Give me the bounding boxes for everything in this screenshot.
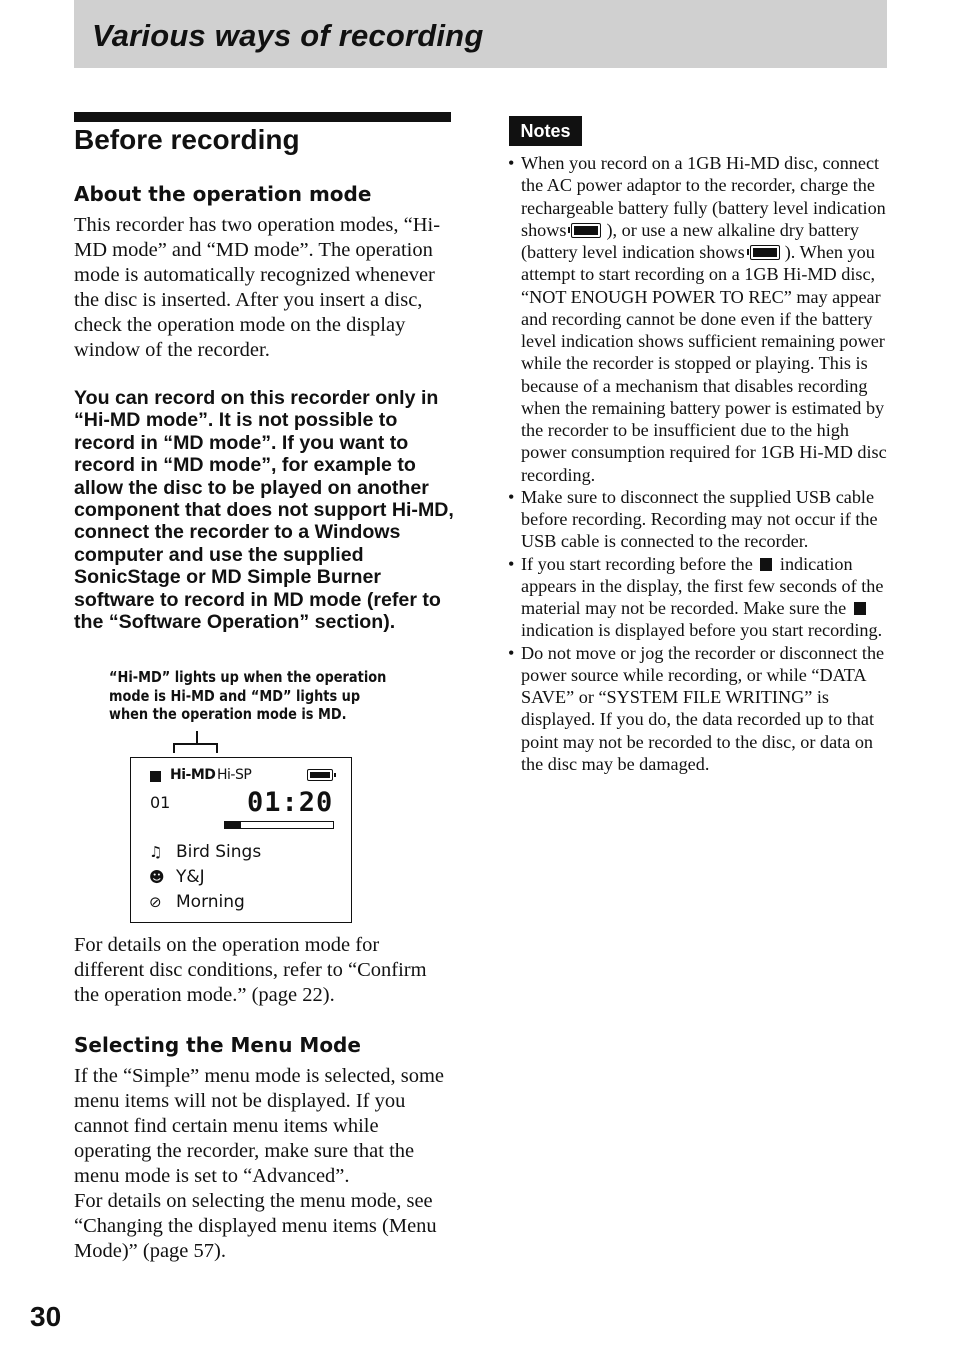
- rec-mode-indicator: Hi-SP: [217, 767, 252, 783]
- about-intro: This recorder has two operation modes, “Hi-MD mode” and “MD mode”. The operation mode is automatically recognized whenever the disc is inserted. After you insert a disc, check the operation mode on the display window of the recorder.: [74, 214, 441, 361]
- stop-icon: [854, 602, 866, 615]
- track-title: Bird Sings: [176, 842, 262, 862]
- artist-row: [149, 867, 205, 887]
- caption-line: mode is Hi-MD and “MD” lights up: [109, 686, 361, 705]
- album-name: Morning: [176, 892, 245, 912]
- progress-bar: [224, 821, 334, 829]
- page-number: 30: [30, 1301, 62, 1332]
- note-item: [508, 553, 888, 642]
- note-item: [508, 152, 888, 486]
- album-disc-icon: ⊘: [149, 893, 162, 911]
- note-text: indication appears in the display, the first few seconds of the material may not be recorded. Make sure the: [521, 553, 884, 618]
- artist-name: Y&J: [176, 867, 205, 887]
- note-text: Make sure to disconnect the supplied USB cable before recording. Recording may not occur if the USB cable is connected to the recorder.: [521, 486, 878, 552]
- about-heading: About the operation mode: [74, 182, 372, 206]
- menu-paragraph-1: If the “Simple” menu mode is selected, some menu items will not be displayed. If you cannot find certain menu items while operating the recorder, make sure that the menu mode is set to “Advanced”.: [74, 1065, 445, 1187]
- note-text: ). When you attempt to start recording on a 1GB Hi-MD disc, “NOT ENOUGH POWER TO REC” may appear and recording cannot be done even if the battery level indication shows sufficient remaining power while the recorder is stopped or playing. This is because of a mechanism that disables recording when the remaining battery power is estimated by the recorder to be insufficient due to the high power consumption required for 1GB Hi-MD disc recording.: [521, 242, 887, 485]
- notes-list: [508, 152, 888, 775]
- note-text: ), or use a new alkaline dry battery (battery level indication shows: [521, 219, 859, 262]
- stop-icon: [150, 771, 161, 782]
- notes-label: Notes: [509, 116, 582, 146]
- artist-icon: ☻: [149, 868, 165, 886]
- battery-full-icon: [571, 223, 601, 238]
- note-text: indication is displayed before you start recording.: [521, 620, 883, 641]
- album-row: [149, 892, 245, 912]
- about-details: For details on the operation mode for different disc conditions, refer to “Confirm the operation mode.” (page 22).: [74, 934, 427, 1006]
- note-item: [508, 642, 888, 776]
- note-text: If you start recording before the: [521, 553, 753, 574]
- note-text: Do not move or jog the recorder or disconnect the power source while recording, or while “DATA SAVE” or “SYSTEM FILE WRITING” is displayed. If you do, the data recorded up to that point may not be recorded to the disc, or data on the disc may be damaged.: [521, 642, 885, 774]
- page-title: Various ways of recording: [92, 18, 484, 53]
- display-caption: [109, 668, 387, 724]
- track-number: 01: [150, 793, 171, 812]
- caption-line: when the operation mode is MD.: [109, 705, 347, 724]
- note-item: [508, 486, 888, 553]
- section-title: Before recording: [74, 124, 300, 155]
- menu-heading: Selecting the Menu Mode: [74, 1033, 361, 1057]
- display-window-illustration: [130, 757, 352, 923]
- menu-paragraph-2: For details on selecting the menu mode, see “Changing the displayed menu items (Menu Mode)” (page 57).: [74, 1190, 437, 1262]
- elapsed-time: 01:20: [247, 787, 334, 818]
- callout-bracket: [173, 743, 218, 745]
- about-important: You can record on this recorder only in “Hi-MD mode”. It is not possible to record in “MD mode”. If you want to record in “MD mode”, for example to allow the disc to be played on another component that does not support Hi-MD, connect the recorder to a Windows computer and use the supplied SonicStage or MD Simple Burner software to record in MD mode (refer to the “Software Operation” section).: [74, 387, 454, 634]
- callout-bracket-left: [173, 743, 175, 753]
- section-rule: [74, 112, 451, 122]
- title-row: [149, 842, 261, 862]
- battery-full-icon: [750, 245, 780, 260]
- operation-mode-indicator: Hi-MD: [170, 767, 216, 783]
- callout-bracket-right: [216, 743, 218, 753]
- note-text: When you record on a 1GB Hi-MD disc, connect the AC power adaptor to the recorder, charge the rechargeable battery fully (battery level indication shows: [521, 153, 886, 240]
- progress-fill: [225, 822, 241, 828]
- battery-icon: [307, 769, 333, 781]
- music-note-icon: ♫: [149, 843, 163, 861]
- stop-icon: [760, 558, 772, 571]
- caption-line: “Hi-MD” lights up when the operation: [109, 668, 387, 686]
